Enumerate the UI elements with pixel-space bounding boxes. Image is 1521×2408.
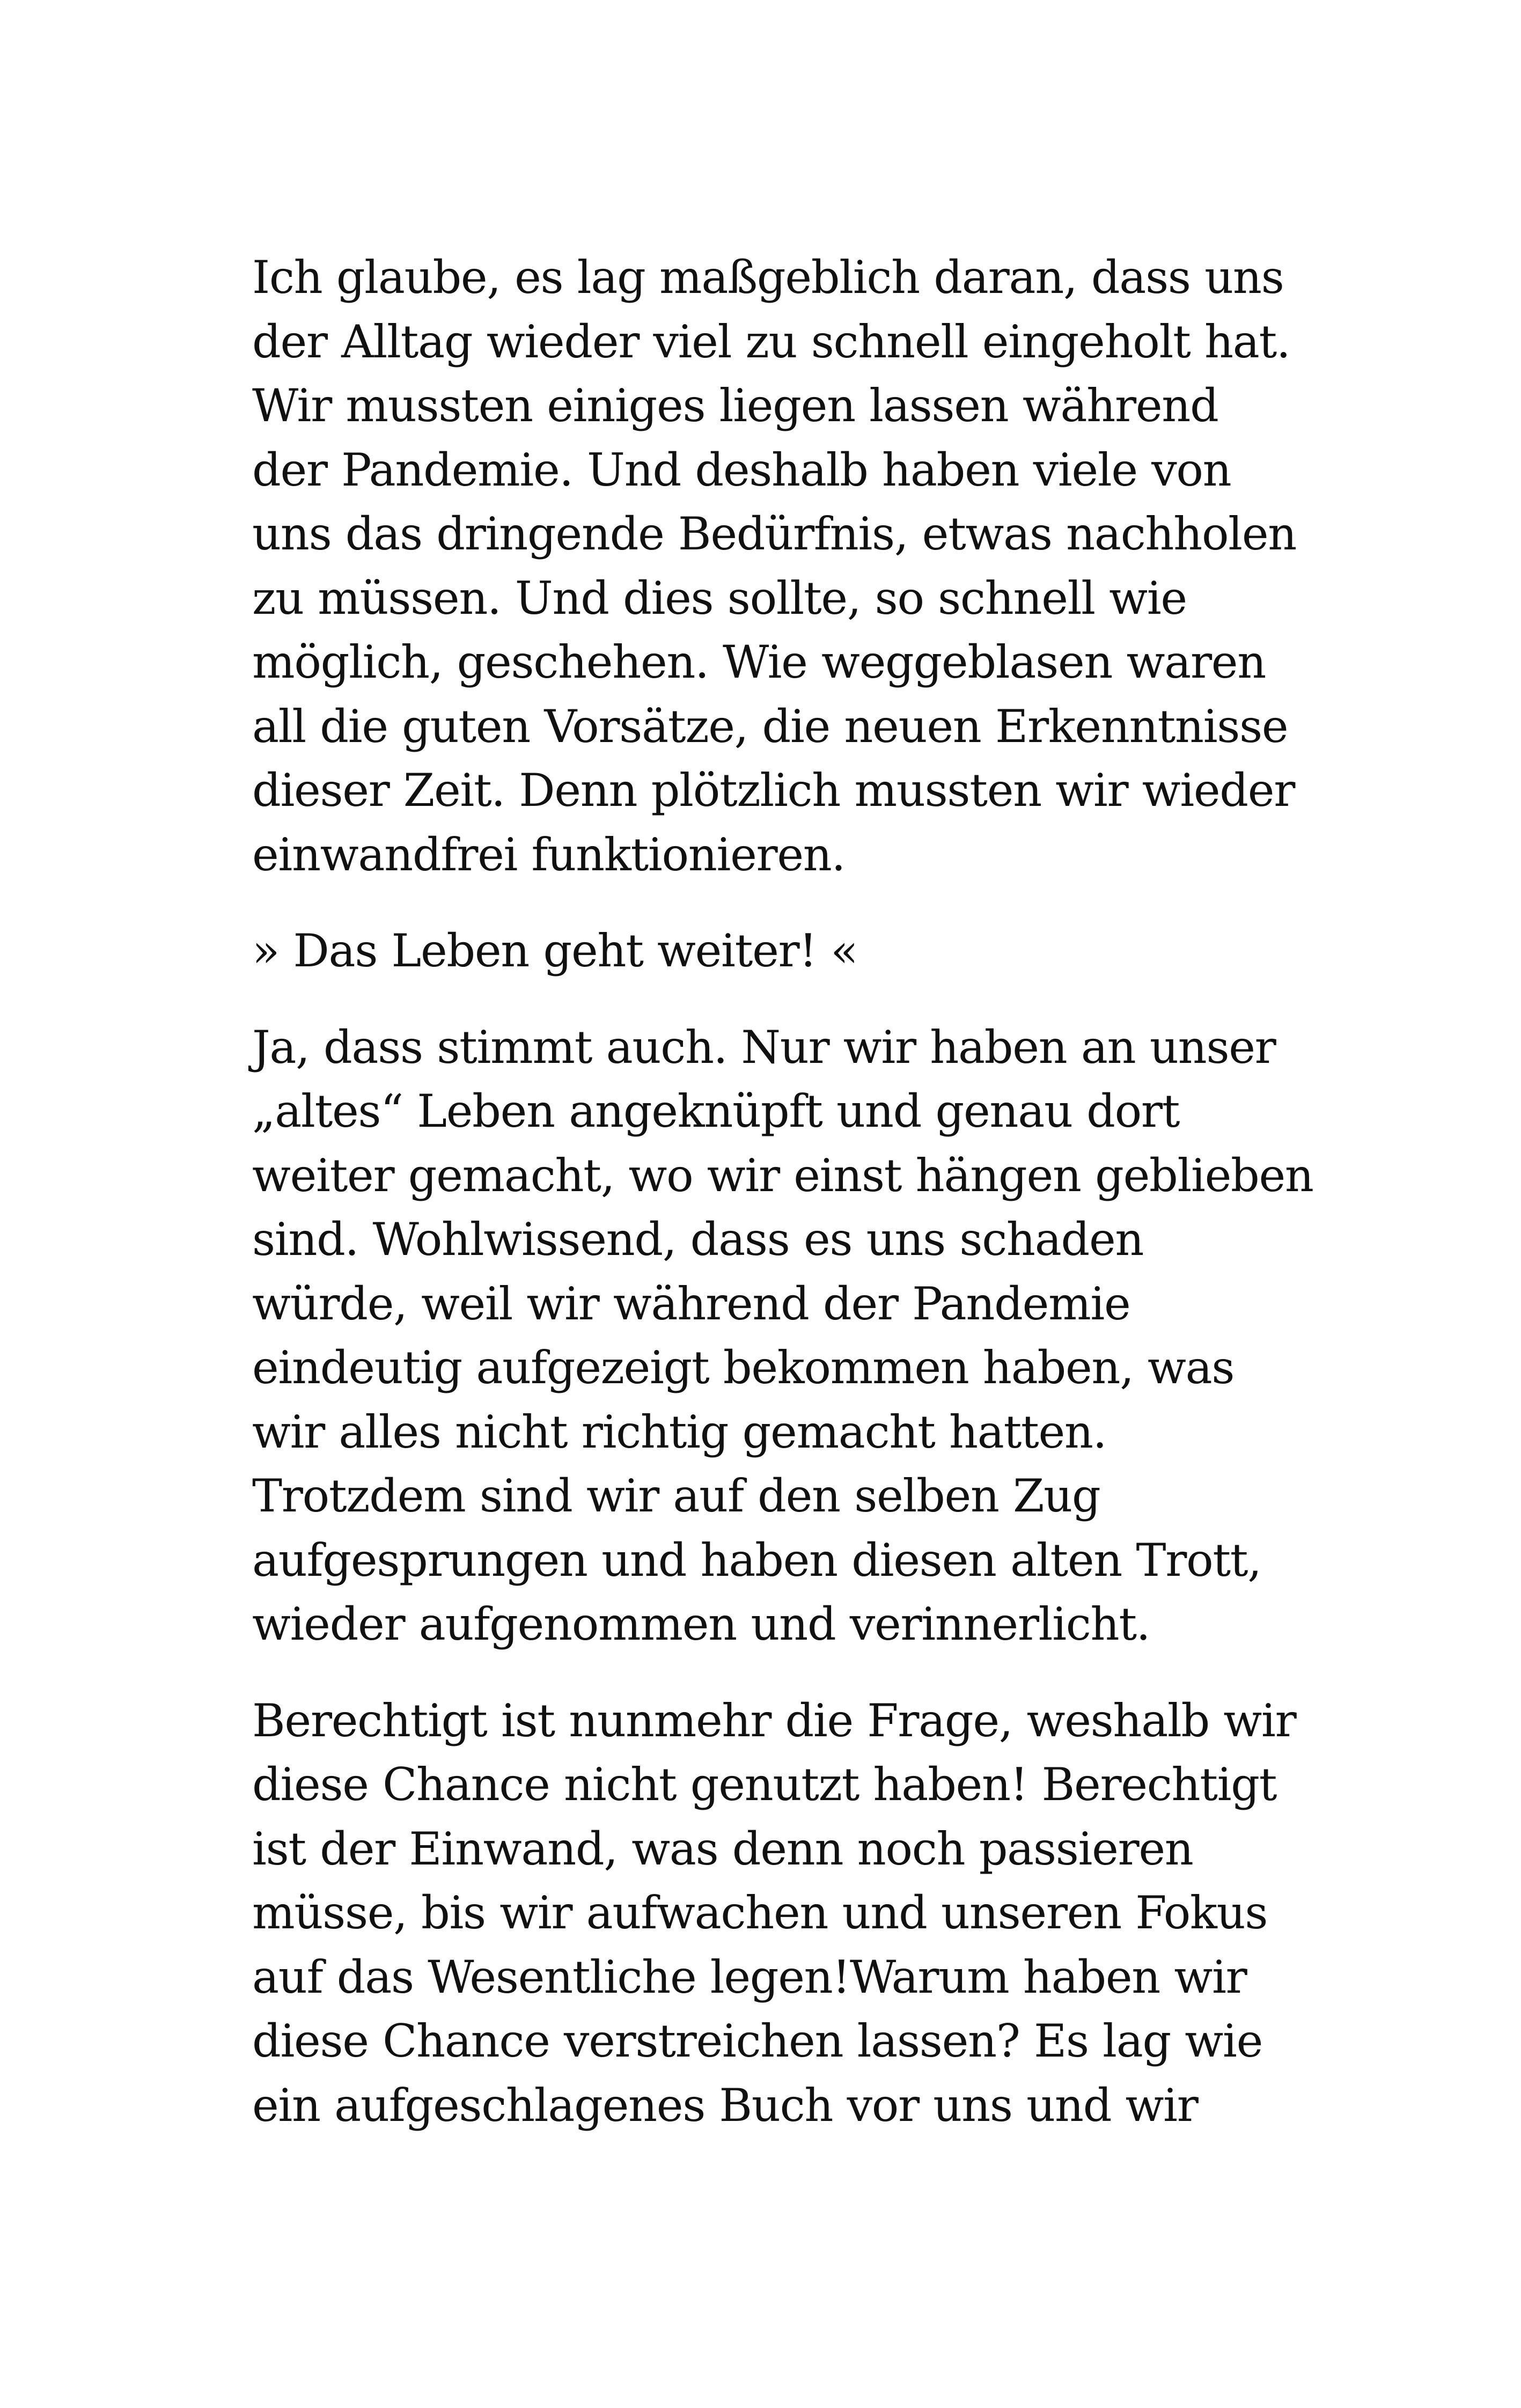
text-line: Ich glaube, es lag maßgeblich daran, dass uns	[252, 251, 1284, 304]
paragraph-spacer	[252, 983, 1304, 1016]
text-line: uns das dringende Bedürfnis, etwas nachholen	[252, 508, 1297, 560]
text-line: weiter gemacht, wo wir einst hängen geblieben	[252, 1149, 1313, 1202]
text-line: auf das Wesentliche legen!Warum haben wir	[252, 1950, 1247, 2003]
paragraph-3	[252, 1689, 1304, 2138]
text-line: wir alles nicht richtig gemacht hatten.	[252, 1405, 1107, 1458]
text-line: all die guten Vorsätze, die neuen Erkenntnisse	[252, 700, 1288, 753]
text-line: eindeutig aufgezeigt bekommen haben, was	[252, 1341, 1235, 1394]
text-line: „altes“ Leben angeknüpft und genau dort	[252, 1085, 1180, 1137]
text-line: Trotzdem sind wir auf den selben Zug	[252, 1470, 1100, 1522]
text-line: würde, weil wir während der Pandemie	[252, 1277, 1130, 1330]
paragraph-2	[252, 1016, 1313, 1657]
text-line: dieser Zeit. Denn plötzlich mussten wir wieder	[252, 764, 1295, 817]
text-line: einwandfrei funktionieren.	[252, 828, 845, 881]
text-line: diese Chance verstreichen lassen? Es lag wie	[252, 2015, 1262, 2067]
paragraph-spacer	[252, 887, 1304, 919]
paragraph-quote	[252, 919, 1304, 983]
text-line: der Alltag wieder viel zu schnell eingeholt hat.	[252, 315, 1290, 368]
quote-line: » Das Leben geht weiter! «	[252, 924, 858, 977]
body-text	[252, 246, 1313, 2138]
text-line: wieder aufgenommen und verinnerlicht.	[252, 1598, 1150, 1650]
text-line: der Pandemie. Und deshalb haben viele von	[252, 443, 1231, 496]
text-line: ist der Einwand, was denn noch passieren	[252, 1822, 1193, 1875]
text-line: aufgesprungen und haben diesen alten Trott,	[252, 1533, 1261, 1587]
text-line: zu müssen. Und dies sollte, so schnell wie	[252, 571, 1187, 625]
text-line: ein aufgeschlagenes Buch vor uns und wir	[252, 2079, 1198, 2132]
text-line: möglich, geschehen. Wie weggeblasen waren	[252, 636, 1266, 688]
text-line: Wir mussten einiges liegen lassen während	[252, 379, 1218, 432]
text-line: müsse, bis wir aufwachen und unseren Fokus	[252, 1886, 1268, 1939]
text-line: diese Chance nicht genutzt haben! Berechtigt	[252, 1758, 1277, 1811]
text-line: Berechtigt ist nunmehr die Frage, weshalb wir	[252, 1694, 1296, 1747]
paragraph-spacer	[252, 1657, 1304, 1689]
text-line: sind. Wohlwissend, dass es uns schaden	[252, 1213, 1144, 1266]
text-line: Ja, dass stimmt auch. Nur wir haben an unser	[252, 1021, 1276, 1074]
paragraph-1	[252, 246, 1304, 887]
